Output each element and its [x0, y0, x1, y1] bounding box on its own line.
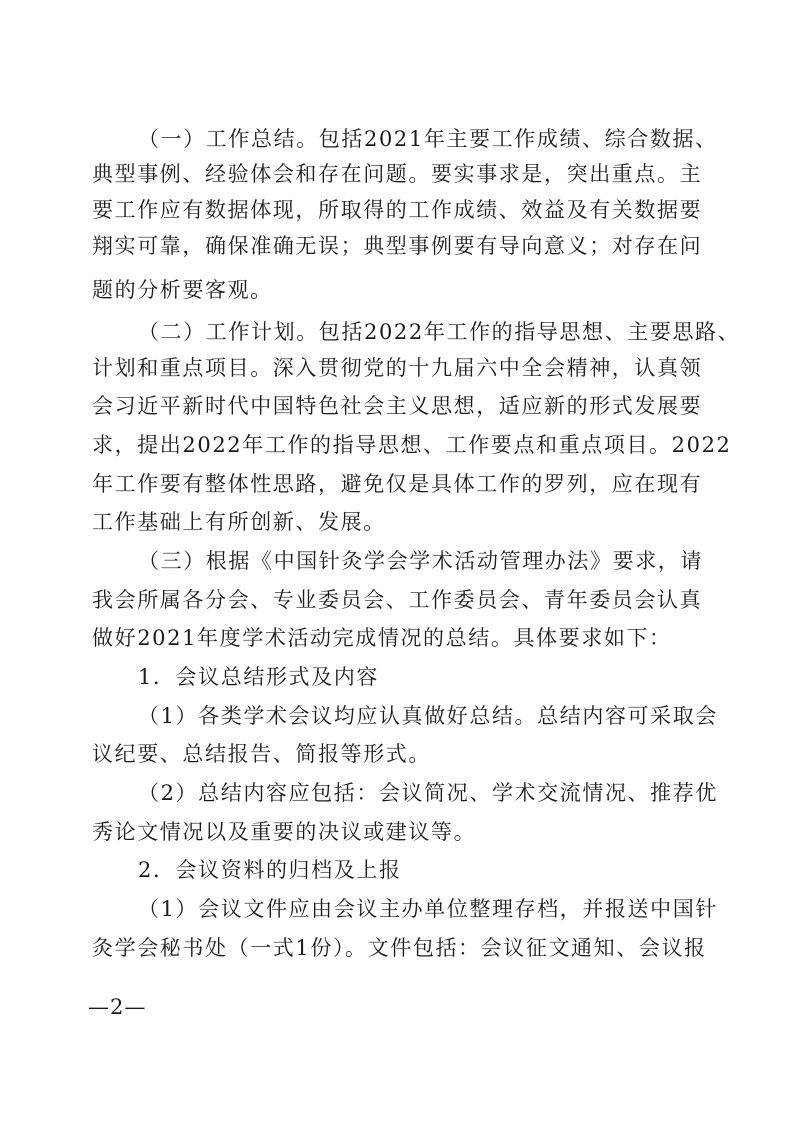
text-line: 翔实可靠，确保准确无误；典型事例要有导向意义；对存在问	[92, 234, 703, 258]
text-line: 要工作应有数据体现，所取得的工作成绩、效益及有关数据要	[92, 198, 703, 222]
text-line: （2）总结内容应包括：会议简况、学术交流情况、推荐优	[138, 781, 718, 805]
text-line: 工作基础上有所创新、发展。	[92, 510, 386, 534]
text-line: 年工作要有整体性思路，避免仅是具体工作的罗列，应在现有	[92, 472, 703, 496]
text-line: （三）根据《中国针灸学会学术活动管理办法》要求，请	[138, 549, 703, 573]
text-line: （1）会议文件应由会议主办单位整理存档，并报送中国针	[138, 897, 718, 921]
text-line: 会习近平新时代中国特色社会主义思想，适应新的形式发展要	[92, 394, 703, 418]
text-line: 求，提出2022年工作的指导思想、工作要点和重点项目。2022	[92, 433, 732, 457]
text-line: 计划和重点项目。深入贯彻党的十九届六中全会精神，认真领	[92, 356, 703, 380]
text-line: （1）各类学术会议均应认真做好总结。总结内容可采取会	[138, 704, 718, 728]
text-line: 典型事例、经验体会和存在问题。要实事求是，突出重点。主	[92, 162, 703, 186]
text-line: 我会所属各分会、专业委员会、工作委员会、青年委员会认真	[92, 588, 703, 612]
text-line: 灸学会秘书处（一式1份）。文件包括：会议征文通知、会议报	[92, 936, 707, 960]
text-line: 题的分析要客观。	[92, 278, 273, 302]
text-line: （一）工作总结。包括2021年主要工作成绩、综合数据、	[138, 127, 718, 151]
section-heading: 2．会议资料的归档及上报	[138, 858, 402, 882]
page-number: —2—	[88, 995, 147, 1019]
text-line: （二）工作计划。包括2022年工作的指导思想、主要思路、	[138, 320, 741, 344]
section-heading: 1．会议总结形式及内容	[138, 665, 379, 689]
text-line: 议纪要、总结报告、简报等形式。	[92, 742, 431, 766]
text-line: 做好2021年度学术活动完成情况的总结。具体要求如下：	[92, 626, 672, 650]
text-line: 秀论文情况以及重要的决议或建议等。	[92, 820, 477, 844]
